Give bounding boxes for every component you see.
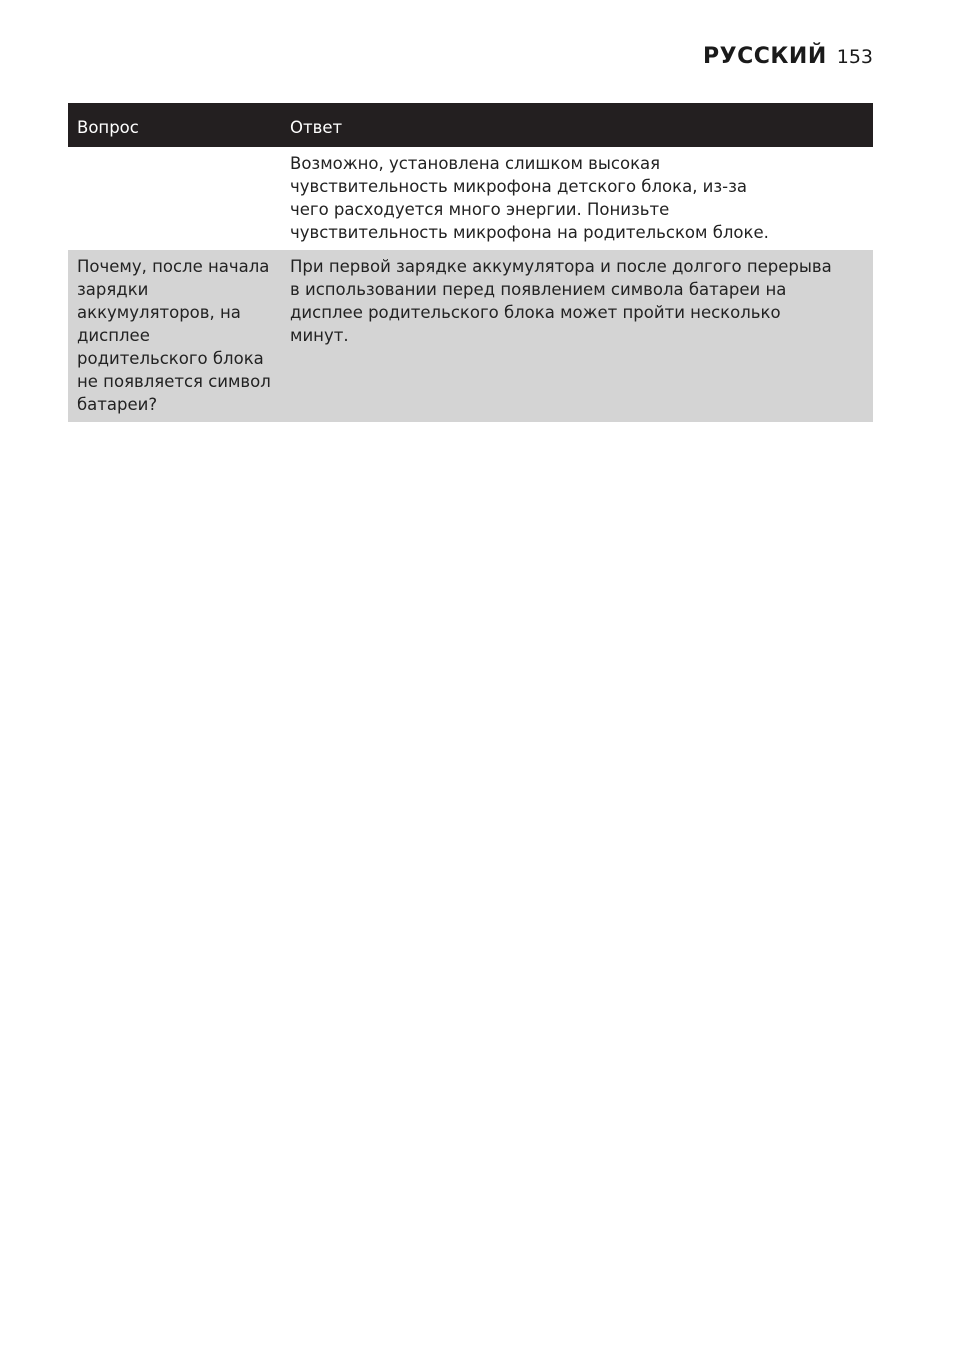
page-header [703, 44, 873, 69]
column-header-answer: Ответ [281, 103, 873, 147]
question-cell [68, 147, 281, 250]
page-number: 153 [836, 46, 873, 68]
section-title: РУССКИЙ [703, 44, 827, 69]
table-row [68, 250, 873, 422]
answer-cell: Возможно, установлена слишком высокая чувствительность микрофона детского блока, из-за чего расходуется много энергии. Понизьте чувствительность микрофона на родительском блоке. [281, 147, 873, 250]
table-row [68, 147, 873, 250]
column-header-question: Вопрос [68, 103, 281, 147]
faq-table [68, 103, 873, 422]
answer-cell: При первой зарядке аккумулятора и после долгого перерыва в использовании перед появлением символа батареи на дисплее родительского блока может пройти несколько минут. [281, 250, 873, 422]
question-cell: Почему, после начала зарядки аккумуляторов, на дисплее родительского блока не появляется символ батареи? [68, 250, 281, 422]
table-header-row [68, 103, 873, 147]
